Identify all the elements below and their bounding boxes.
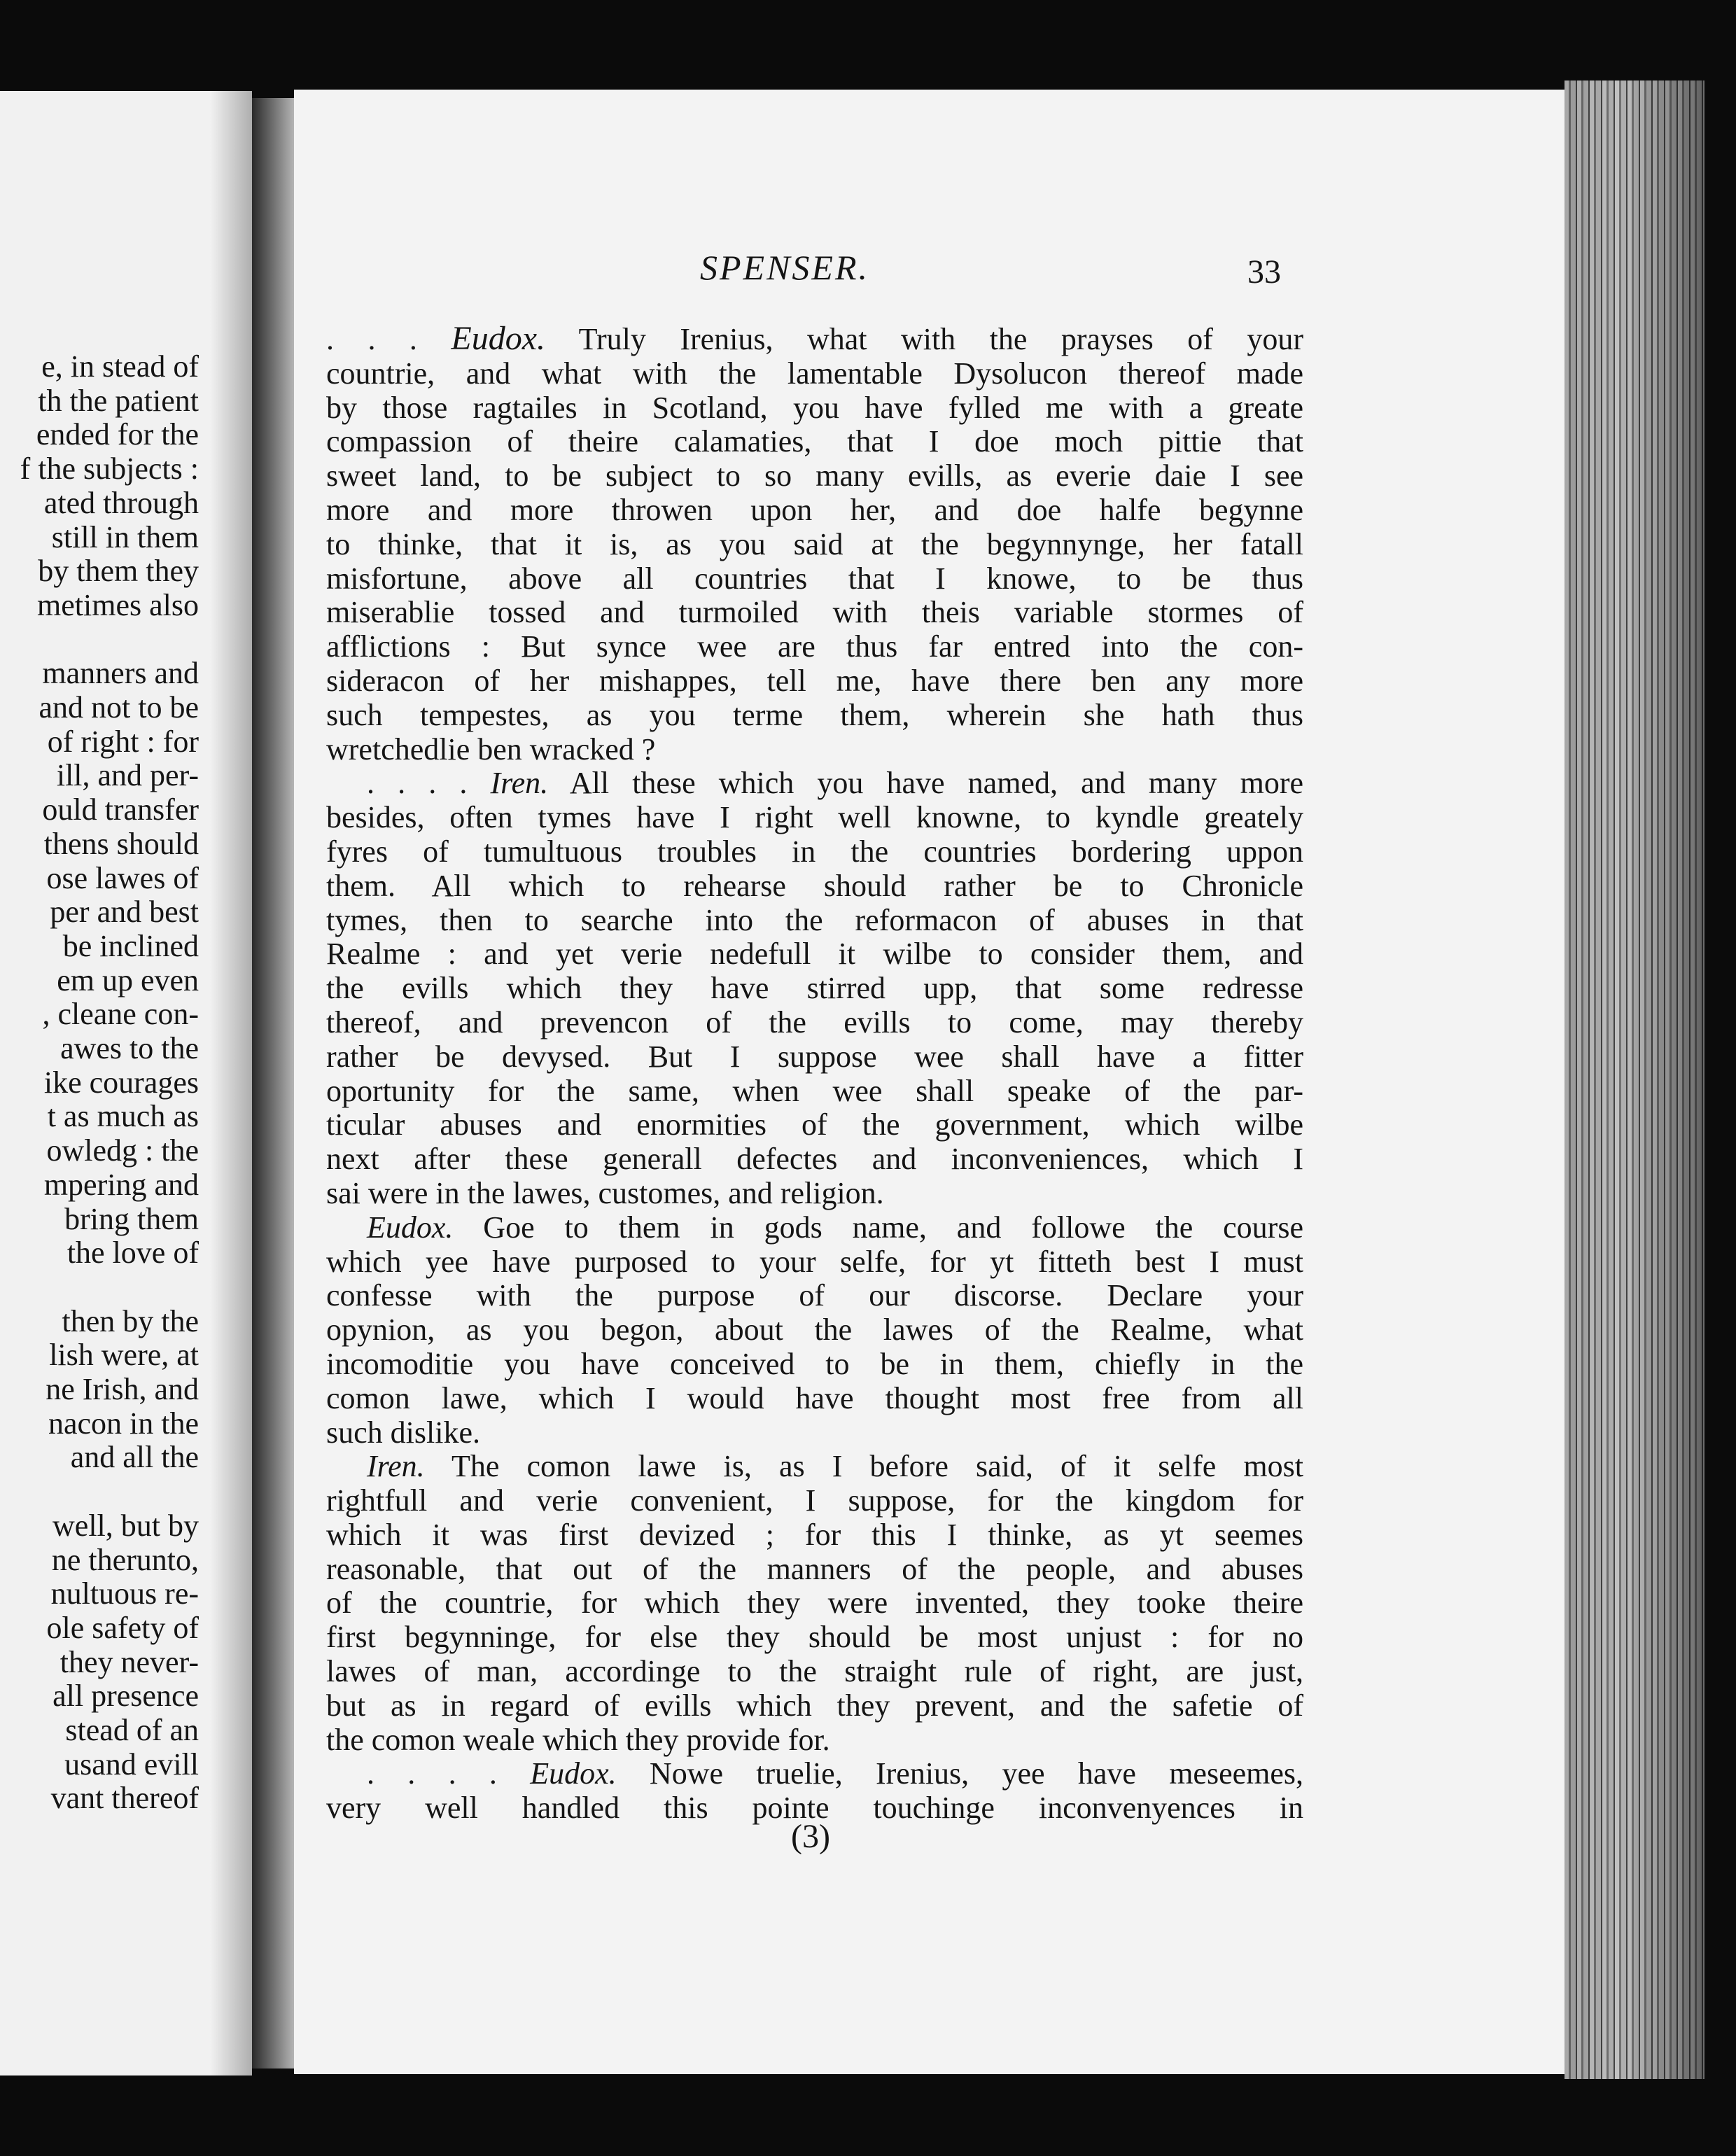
facing-page-line: awes to the <box>60 1031 199 1066</box>
facing-page-line: , cleane con- <box>42 997 199 1032</box>
text-line: wretchedlie ben wracked ? <box>326 732 656 766</box>
text-line: lawes of man, accordinge to the straight rule of right, are just, <box>326 1654 1303 1689</box>
text-line: afflictions : But synce wee are thus far entred into the con- <box>326 629 1303 664</box>
line-text: Nowe truelie, Irenius, yee have meseemes, <box>616 1756 1304 1791</box>
facing-page-line: nacon in the <box>48 1406 199 1441</box>
line-text: The comon lawe is, as I before said, of it selfe most <box>424 1449 1303 1484</box>
facing-page-line: ould transfer <box>42 792 199 827</box>
text-line: to thinke, that it is, as you said at the begynnynge, her fatall <box>326 526 1303 561</box>
text-line: thereof, and prevencon of the evills to come, may thereby <box>326 1004 1303 1040</box>
text-line: miserablie tossed and turmoiled with theis variable stormes of <box>326 595 1303 630</box>
text-line: the comon weale which they provide for. <box>326 1722 830 1757</box>
facing-page-line: f the subjects : <box>20 451 199 486</box>
facing-page-line: be inclined <box>62 928 199 963</box>
facing-page-line: nultuous re- <box>50 1576 199 1611</box>
facing-page-line: vant thereof <box>50 1781 199 1816</box>
line-leader: . . . <box>326 322 451 356</box>
facing-page-line: lish were, at <box>49 1338 199 1373</box>
book-edge-shade <box>1564 80 1704 2079</box>
facing-page-line: mpering and <box>43 1167 199 1202</box>
text-line: of the countrie, for which they were invented, they tooke theire <box>326 1586 1303 1620</box>
facing-page-line: metimes also <box>37 587 199 622</box>
page-header <box>294 247 1564 303</box>
text-line: sai were in the lawes, customes, and religion. <box>326 1175 884 1210</box>
text-line <box>326 1450 1303 1484</box>
text-line: rightfull and verie convenient, I suppose, for the kingdom for <box>326 1483 1303 1518</box>
facing-page-line: bring them <box>64 1201 199 1236</box>
text-line: sweet land, to be subject to so many evills, as everie daie I see <box>326 458 1303 493</box>
text-line: countrie, and what with the lamentable Dysolucon thereof made <box>326 356 1303 391</box>
facing-page-line: all presence <box>52 1679 199 1714</box>
line-text: Goe to them in gods name, and followe the course <box>453 1210 1303 1245</box>
line-leader: . . . . <box>367 1756 531 1791</box>
facing-page-line: then by the <box>62 1303 199 1338</box>
text-line: comon lawe, which I would have thought most free from all <box>326 1380 1303 1415</box>
text-line: by those ragtailes in Scotland, you have fylled me with a greate <box>326 390 1303 425</box>
text-line: the evills which they have stirred upp, that some redresse <box>326 971 1303 1006</box>
facing-page-line: ended for the <box>36 417 199 452</box>
text-line: very well handled this pointe touchinge inconvenyences in <box>326 1791 1303 1826</box>
facing-page-line: stead of an <box>65 1713 199 1748</box>
facing-page-line: t as much as <box>47 1099 199 1134</box>
page-number: 33 <box>1247 253 1281 290</box>
text-line: such tempestes, as you terme them, wherein she hath thus <box>326 697 1303 732</box>
facing-page-line <box>0 1270 199 1305</box>
facing-page-line: of right : for <box>47 724 199 759</box>
text-line: incomoditie you have conceived to be in them, chiefly in the <box>326 1346 1303 1381</box>
text-line: oportunity for the same, when wee shall speake of the par- <box>326 1073 1303 1108</box>
facing-page-line: th the patient <box>38 383 199 418</box>
facing-page-line <box>0 1475 199 1509</box>
facing-page-line: em up even <box>57 962 199 997</box>
text-line: first begynninge, for else they should be most unjust : for no <box>326 1620 1303 1655</box>
speaker-name: Eudox. <box>451 320 545 357</box>
facing-page-line: well, but by <box>52 1508 199 1543</box>
facing-page-line: ill, and per- <box>56 758 199 793</box>
line-text: Truly Irenius, what with the prayses of your <box>545 322 1303 356</box>
text-line: but as in regard of evills which they prevent, and the safetie of <box>326 1688 1303 1723</box>
facing-page-line <box>0 623 199 657</box>
speaker-name: Iren. <box>367 1449 425 1484</box>
line-text: All these which you have named, and many more <box>548 766 1304 801</box>
facing-page-line: the love of <box>66 1236 199 1270</box>
text-line <box>326 1757 1303 1791</box>
facing-page-line: e, in stead of <box>41 349 199 384</box>
text-line: compassion of theire calamaties, that I doe moch pittie that <box>326 424 1303 459</box>
speaker-name: Eudox. <box>530 1756 617 1791</box>
page-fold-shadow <box>210 91 252 2076</box>
facing-page-line: they never- <box>59 1644 199 1679</box>
facing-page-left <box>0 91 252 2076</box>
text-line <box>326 1211 1303 1245</box>
text-line: sideracon of her mishappes, tell me, have there ben any more <box>326 663 1303 698</box>
facing-page-line: ole safety of <box>46 1610 199 1645</box>
speaker-name: Iren. <box>490 766 549 801</box>
book-page <box>294 90 1564 2074</box>
facing-page-line: owledg : the <box>46 1133 199 1168</box>
text-line: ticular abuses and enormities of the government, which wilbe <box>326 1107 1303 1142</box>
facing-page-line: by them they <box>38 554 199 589</box>
text-line: which yee have purposed to your selfe, for yt fitteth best I must <box>326 1244 1303 1279</box>
facing-page-line: usand evill <box>64 1746 199 1782</box>
text-line: opynion, as you begon, about the lawes of the Realme, what <box>326 1312 1303 1348</box>
facing-page-line: ated through <box>43 485 199 520</box>
facing-page-line: per and best <box>50 895 199 930</box>
text-line: Realme : and yet verie nedefull it wilbe to consider them, and <box>326 937 1303 972</box>
text-line: them. All which to rehearse should rather be to Chronicle <box>326 868 1303 903</box>
text-line: rather be devysed. But I suppose wee shall have a fitter <box>326 1039 1303 1074</box>
text-line: tymes, then to searche into the reformacon of abuses in that <box>326 902 1303 937</box>
facing-page-line: manners and <box>42 656 199 691</box>
text-line: more and more throwen upon her, and doe halfe begynne <box>326 492 1303 527</box>
facing-page-line: still in them <box>51 519 199 554</box>
text-line: confesse with the purpose of our discorse. Declare your <box>326 1278 1303 1313</box>
facing-page-line: ne Irish, and <box>46 1372 199 1407</box>
text-line: such dislike. <box>326 1415 480 1450</box>
facing-page-text <box>0 350 199 1816</box>
text-line: besides, often tymes have I right well knowne, to kyndle greately <box>326 800 1303 835</box>
facing-page-line: and all the <box>70 1440 199 1475</box>
text-line: next after these generall defectes and inconveniences, which I <box>326 1142 1303 1177</box>
facing-page-line: ose lawes of <box>46 860 199 895</box>
text-line <box>326 766 1303 801</box>
facing-page-line: thens should <box>43 826 199 861</box>
facing-page-line: and not to be <box>38 690 199 725</box>
book-gutter <box>252 98 295 2068</box>
line-leader: . . . . <box>367 766 491 801</box>
page-body-text <box>326 322 1303 1826</box>
text-line: misfortune, above all countries that I knowe, to be thus <box>326 561 1303 596</box>
text-line <box>326 322 1303 357</box>
text-line: which it was first devized ; for this I thinke, as yt seemes <box>326 1517 1303 1552</box>
signature-mark: (3) <box>791 1818 830 1855</box>
speaker-name: Eudox. <box>367 1210 454 1245</box>
facing-page-line: ne therunto, <box>51 1542 199 1577</box>
text-line: reasonable, that out of the manners of the people, and abuses <box>326 1551 1303 1586</box>
text-line: fyres of tumultuous troubles in the countries bordering uppon <box>326 834 1303 869</box>
facing-page-line: ike courages <box>43 1065 199 1100</box>
running-head: SPENSER. <box>700 248 870 287</box>
